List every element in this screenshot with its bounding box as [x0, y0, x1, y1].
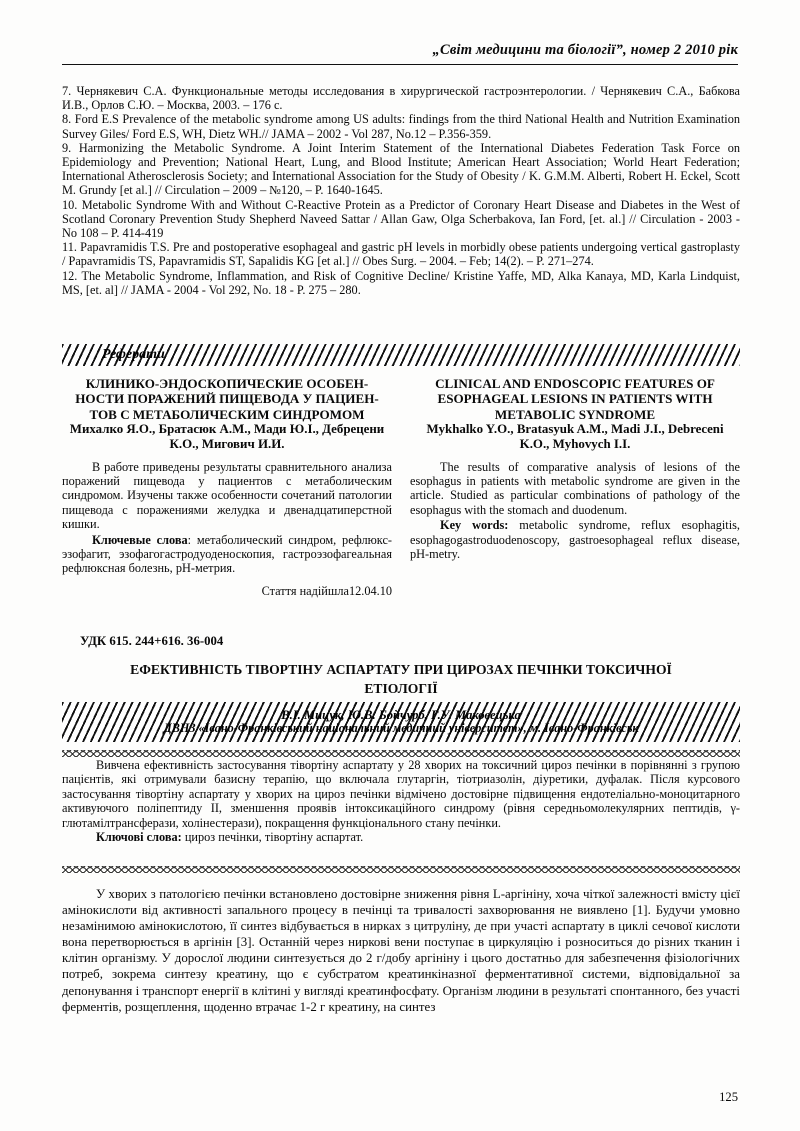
reference-list — [62, 84, 740, 297]
abstract-paragraph: Вивчена ефективність застосування тівортіну аспартату у 28 хворих на токсичний цироз печінки в порівнянні з групою пацієнтів, які отримували базисну терапію, що включала глутаргін, тіотриазолін, діуретики, дуфалак. Після курсового застосування тівортіну аспартату у хворих на цироз печінки відмічено достовірне підвищення ендотеліально-моноцитарного активуючого поліпептиду II, зменшення проявів інтоксикаційного синдрому (рівня середньомолекулярних пептидів, γ-глютамілтрансферази, холінестерази), покращення функціонального стану печінки. — [62, 758, 740, 830]
abstract-keywords-ua — [62, 830, 740, 844]
header-rule — [62, 64, 738, 65]
abstract-authors-ru: Михалко Я.О., Братасюк А.М., Мади Ю.I., Дебрецени К.О., Мигович И.И. — [69, 422, 385, 452]
page-number: 125 — [719, 1090, 738, 1104]
abstract-column-ru — [62, 376, 392, 599]
reference-item: 8. Ford E.S Prevalence of the metabolic syndrome among US adults: findings from the third National Health and Nutrition Examination Survey Giles/ Ford E.S, WH, Dietz WH.// JAMA – 2002 - Vol 287, No.12 – P.356-359. — [62, 112, 740, 141]
body-paragraph: У хворих з патологією печінки встановлено достовірне зниження рівня L-аргініну, хоча чіткої залежності вмісту цієї амінокислоти від активності запального процесу в печінці та тривалості захворювання не виявлено [1]. Будучи умовно незамінимою амінокислотою, її синтез відбувається в нирках з цитруліну, де при участі аспартату в циклі сечової кислоти вона перетворюється в аргінін [3]. Останній через ниркові вени поступає в циркуляцію і розноситься до різних тканин і клітин організму. У дорослої людини синтезується до 2 г/добу аргініну і цього достатньо для забезпечення фізіологічних потреб, зокрема синтезу креатину, що є субстратом креатинкіназної ферментативної системи, відповідальної за депонування і транспорт енергії в клітині у вигляді креатинфосфату. Організм людини в результаті спонтанного, без участі ферментів, розщеплення, щоденно втрачає 1-2 г креатину, на синтез — [62, 887, 740, 1014]
running-header: „Світ медицини та біології”, номер 2 2010 рік — [432, 42, 738, 58]
abstract-title-ru: КЛИНИКО-ЭНДОСКОПИЧЕСКИЕ ОСОБЕН-НОСТИ ПОРАЖЕНИЙ ПИЩЕВОДА У ПАЦИЕН-ТОВ С МЕТАБОЛИЧЕСКИМ СИНДРОМОМ — [75, 376, 379, 422]
keywords-label: Ключові слова: — [96, 830, 182, 845]
keywords-label: Key words: — [440, 518, 509, 533]
abstracts-two-column — [62, 376, 740, 599]
article-title-line-2: ЕТІОЛОГІЇ — [364, 681, 438, 696]
submission-date: Стаття надійшла12.04.10 — [261, 583, 392, 598]
author-affiliation-banner — [62, 702, 740, 742]
article-affiliation: ДВНЗ «Івано-Франківський національний медичний університет», м. Івано-Франківськ — [163, 721, 639, 736]
keywords-label: Ключевые слова — [92, 532, 188, 547]
keywords-value: metabolic syndrome, reflux esophagitis, esophagogastroduodenoscopy, gastroesophageal reflux disease, pH-metry. — [410, 518, 740, 562]
section-banner-abstracts — [62, 344, 740, 366]
keywords-value: : метаболический синдром, рефлюкс-эзофагит, эзофагогастродуоденоскопия, гастроэзофагеальная рефлюксная болезнь, рН-метрия. — [62, 532, 393, 576]
article-body — [62, 886, 740, 1015]
abstract-paragraph: The results of comparative analysis of lesions of the esophagus in patients with metabolic syndrome are given in the article. Studied as particular combinations of pathology of the esophagus with the stomach and duodenum. — [410, 459, 740, 517]
abstract-keywords-en — [410, 518, 740, 561]
reference-item: 10. Metabolic Syndrome With and Without C-Reactive Protein as a Predictor of Coronary Heart Disease and Diabetes in the West of Scotland Coronary Prevention Study Shepherd Naveed Sattar / Allan Gaw, Olga Scherbakova, Ian Ford, [et. al.] // Circulation - 2003 - No 108 – P. 414-419 — [62, 197, 740, 241]
abstract-body-en — [410, 460, 740, 562]
article-authors: В.І. Мицук, Ю.В. Бойчурб, Г.У. Маковецька — [281, 707, 521, 722]
abstract-body-ru — [62, 460, 392, 576]
abstract-divider-top — [62, 750, 740, 757]
article-title — [62, 660, 740, 698]
keywords-value: цироз печінки, тівортіну аспартат. — [181, 830, 364, 845]
abstract-keywords-ru — [62, 533, 392, 576]
abstract-paragraph: В работе приведены результаты сравнительного анализа поражений пищевода у пациентов с метаболическим синдромом. Изучены также особенности сочетаний патологии пищевода с поражениями желудка и двенадцатиперстной кишки. — [62, 459, 392, 532]
section-banner-label: Реферати — [102, 346, 165, 362]
reference-item: 11. Papavramidis T.S. Pre and postoperative esophageal and gastric pH levels in morbidly obese patients undergoing vertical gastroplasty / Papavramidis TS, Papavramidis ST, Sapalidis KG [et al.] // Obes Surg. – 2004. – Feb; 14(2). – P. 271–274. — [62, 240, 740, 269]
abstract-divider-bottom — [62, 866, 740, 873]
udc-code: УДК 615. 244+616. 36-004 — [80, 634, 224, 648]
abstract-title-en: CLINICAL AND ENDOSCOPIC FEATURES OF ESOPHAGEAL LESIONS IN PATIENTS WITH METABOLIC SYNDROME — [435, 376, 715, 422]
abstract-authors-en: Mykhalko Y.O., Bratasyuk A.M., Madi J.I., Debreceni K.O., Myhovych I.I. — [426, 422, 724, 452]
abstract-column-en — [410, 376, 740, 599]
article-abstract-ua — [62, 758, 740, 844]
reference-item: 9. Harmonizing the Metabolic Syndrome. A Joint Interim Statement of the International Diabetes Federation Task Force on Epidemiology and Prevention; National Heart, Lung, and Blood Institute; American Heart Association; World Heart Federation; International Atherosclerosis Society; and International Association for the Study of Obesity / K. G.M.M. Alberti, Robert H. Eckel, Scott M. Grundy [et al.] // Circulation – 2009 – №120, – P. 1640-1645. — [62, 140, 740, 198]
reference-item: 12. The Metabolic Syndrome, Inflammation, and Risk of Cognitive Decline/ Kristine Yaffe, MD, Alka Kanaya, MD, Karla Lindquist, MS, [et. al] // JAMA - 2004 - Vol 292, No. 18 - P. 275 – 280. — [62, 268, 740, 297]
reference-item: 7. Чернякевич С.А. Функциональные методы исследования в хирургической гастроэнтерологии. / Чернякевич С.А., Бабкова И.В., Орлов С.Ю. – Москва, 2003. – 176 с. — [62, 84, 740, 113]
article-title-line-1: ЕФЕКТИВНІСТЬ ТІВОРТІНУ АСПАРТАТУ ПРИ ЦИРОЗАХ ПЕЧІНКИ ТОКСИЧНОЇ — [130, 662, 672, 677]
